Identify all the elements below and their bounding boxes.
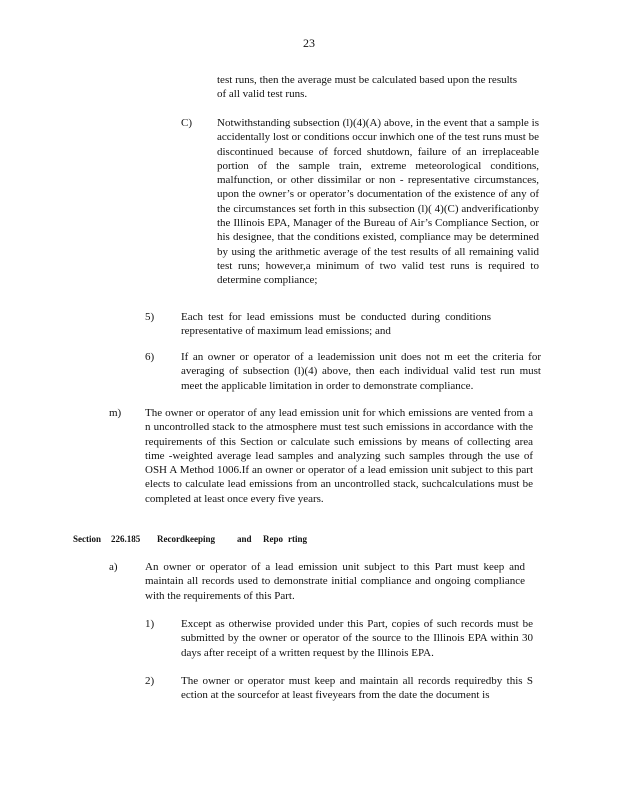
continuation-paragraph: test runs, then the average must be calculated based upon the results of all valid test runs. [217, 74, 517, 101]
list-marker-2: 2) [145, 675, 155, 687]
list-marker-1: 1) [145, 618, 155, 630]
section-title-part4: rting [288, 534, 307, 544]
paragraph-2: The owner or operator must keep and maintain all records requiredby this S ection at the sourcefor at least fiveyears from the date the document is [181, 675, 533, 702]
section-title-part2: and [237, 534, 252, 544]
page-number: 23 [303, 36, 315, 50]
list-marker-6: 6) [145, 351, 155, 363]
paragraph-a: An owner or operator of a lead emission unit subject to this Part must keep and maintain all records used to demonstrate initial compliance and ongoing compliance with the requirements of this Part. [145, 561, 525, 602]
section-title-part3: Repo [263, 534, 283, 544]
list-marker-a: a) [109, 561, 118, 573]
list-marker-m: m) [109, 407, 122, 419]
section-number: 226.185 [111, 534, 141, 544]
list-marker-5: 5) [145, 311, 155, 323]
list-marker-C: C) [181, 117, 192, 129]
paragraph-C: Notwithstanding subsection (l)(4)(A) above, in the event that a sample is accidentally lost or conditions occur inwhich one of the test runs must be discontinued because of forced shutdown, failure of an irreplaceable portion of the sample train, extreme meteorological conditions, malfunction, or other dissimilar or non - representative circumstances, upon the owner’s or operator’s documentation of the existence of any of the circumstances set forth in this subsection (l)( 4)(C) andverificationby the Illinois EPA, Manager of the Bureau of Air’s Compliance Section, or his designee, that the conditions existed, compliance may be determined by using the arithmetic average of the test results of all remaining valid test runs; however,a minimum of two valid test runs is required to determine compliance; [217, 117, 539, 287]
section-title-part1: Recordkeeping [157, 534, 215, 544]
paragraph-6: If an owner or operator of a leademission unit does not m eet the criteria for averaging of subsection (l)(4) above, then each individual valid test run must meet the applicable limitation in order to demonstrate compliance. [181, 351, 541, 392]
paragraph-m: The owner or operator of any lead emission unit for which emissions are vented from a n uncontrolled stack to the atmosphere must test such emissions in accordance with the requirements of this Section or calculate such emissions by means of collecting area time -weighted average lead samples and analyzing such samples through the use of OSH A Method 1006.If an owner or operator of a lead emission unit subject to this part elects to calculate lead emissions from an uncontrolled stack, suchcalculations must be completed at least once every five years. [145, 407, 533, 505]
paragraph-5: Each test for lead emissions must be conducted during conditions representative of maximum lead emissions; and [181, 311, 491, 338]
paragraph-1: Except as otherwise provided under this Part, copies of such records must be submitted by the owner or operator of the source to the Illinois EPA within 30 days after receipt of a written request by the Illinois EPA. [181, 618, 533, 659]
section-label: Section [73, 534, 101, 544]
